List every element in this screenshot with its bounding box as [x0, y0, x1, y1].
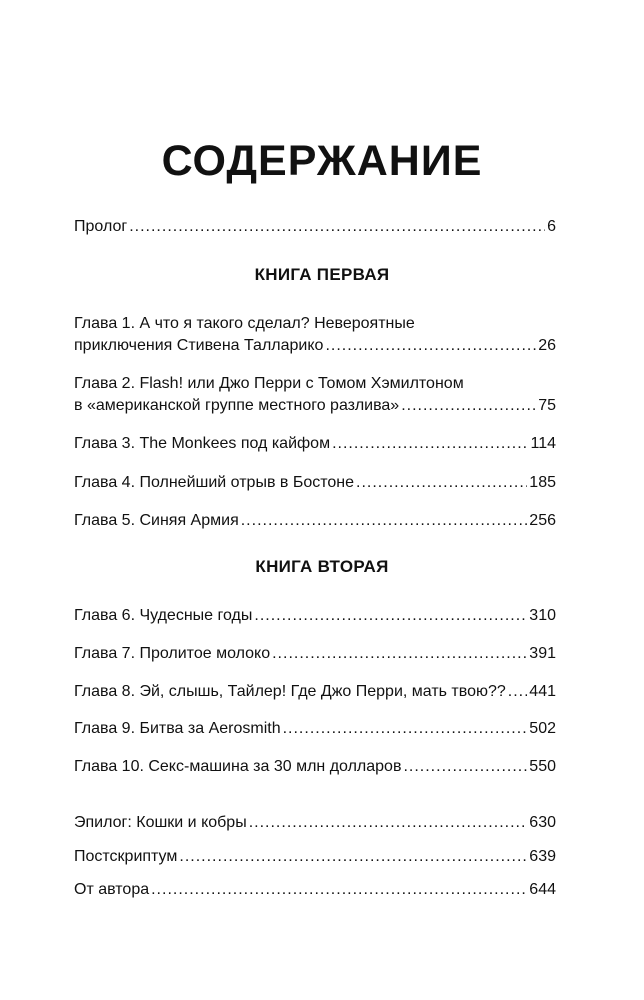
toc-page-number: 441 — [529, 683, 556, 700]
toc-entry-chapter-3[interactable] — [74, 433, 556, 455]
toc-entry-chapter-5[interactable] — [74, 510, 556, 532]
toc-page-number: 391 — [529, 645, 556, 662]
book-two-heading: КНИГА ВТОРАЯ — [255, 557, 389, 576]
toc-page-number: 256 — [529, 512, 556, 529]
toc-entry-title: Постскриптум — [74, 848, 178, 865]
dot-leader — [179, 846, 527, 868]
toc-entry-chapter-2[interactable] — [74, 373, 556, 417]
toc-page-number: 75 — [538, 397, 556, 414]
toc-entry-postscript[interactable] — [74, 846, 556, 868]
dot-leader — [249, 812, 528, 834]
dot-leader — [403, 756, 527, 778]
dot-leader — [356, 472, 527, 494]
toc-entry-title: Глава 3. The Monkees под кайфом — [74, 435, 331, 452]
toc-entry-title: Глава 4. Полнейший отрыв в Бостоне — [74, 474, 355, 491]
toc-entry-chapter-9[interactable] — [74, 718, 556, 740]
toc-entry-chapter-1[interactable] — [74, 313, 556, 357]
toc-page-number: 630 — [529, 814, 556, 831]
toc-entry-chapter-6[interactable] — [74, 605, 556, 627]
dot-leader — [151, 879, 527, 901]
toc-entry-title: Глава 1. А что я такого сделал? Невероятные — [74, 315, 415, 332]
dot-leader — [241, 510, 528, 532]
toc-entry-title: Пролог — [74, 218, 128, 235]
toc-entry-chapter-4[interactable] — [74, 472, 556, 494]
toc-page-number: 185 — [529, 474, 556, 491]
toc-entry-title-continued: в «американской группе местного разлива» — [74, 397, 400, 414]
toc-page-number: 114 — [530, 435, 556, 452]
dot-leader — [254, 605, 527, 627]
toc-entry-chapter-8[interactable] — [74, 681, 556, 703]
toc-page-number: 310 — [529, 607, 556, 624]
toc-entry-title: Глава 8. Эй, слышь, Тайлер! Где Джо Перри, мать твою?? — [74, 683, 506, 700]
toc-entry-title: Глава 7. Пролитое молоко — [74, 645, 271, 662]
toc-page-number: 550 — [529, 758, 556, 775]
toc-entry-title-continued: приключения Стивена Талларико — [74, 337, 324, 354]
toc-entry-title: От автора — [74, 881, 150, 898]
toc-entry-chapter-7[interactable] — [74, 643, 556, 665]
toc-entry-prologue[interactable] — [74, 216, 556, 238]
dot-leader — [283, 718, 528, 740]
toc-page-number: 644 — [529, 881, 556, 898]
toc-page-number: 639 — [529, 848, 556, 865]
dot-leader — [401, 395, 536, 417]
toc-entry-chapter-10[interactable] — [74, 756, 556, 778]
dot-leader — [332, 433, 528, 455]
toc-page-number: 502 — [529, 720, 556, 737]
book-one-heading: КНИГА ПЕРВАЯ — [254, 265, 390, 284]
dot-leader — [129, 216, 545, 238]
toc-page-number: 6 — [547, 218, 556, 235]
toc-entry-from-author[interactable] — [74, 879, 556, 901]
toc-entry-epilogue[interactable] — [74, 812, 556, 834]
dot-leader — [508, 681, 528, 703]
toc-entry-title: Глава 6. Чудесные годы — [74, 607, 253, 624]
toc-page-number: 26 — [538, 337, 556, 354]
toc-entry-title: Глава 9. Битва за Aerosmith — [74, 720, 281, 737]
toc-entry-title: Глава 5. Синяя Армия — [74, 512, 239, 529]
toc-entry-title: Глава 2. Flash! или Джо Перри с Томом Хэмилтоном — [74, 375, 464, 392]
toc-entry-title: Глава 10. Секс-машина за 30 млн долларов — [74, 758, 402, 775]
page-title: СОДЕРЖАНИЕ — [161, 137, 483, 185]
toc-entry-title: Эпилог: Кошки и кобры — [74, 814, 247, 831]
dot-leader — [272, 643, 527, 665]
dot-leader — [325, 335, 536, 357]
